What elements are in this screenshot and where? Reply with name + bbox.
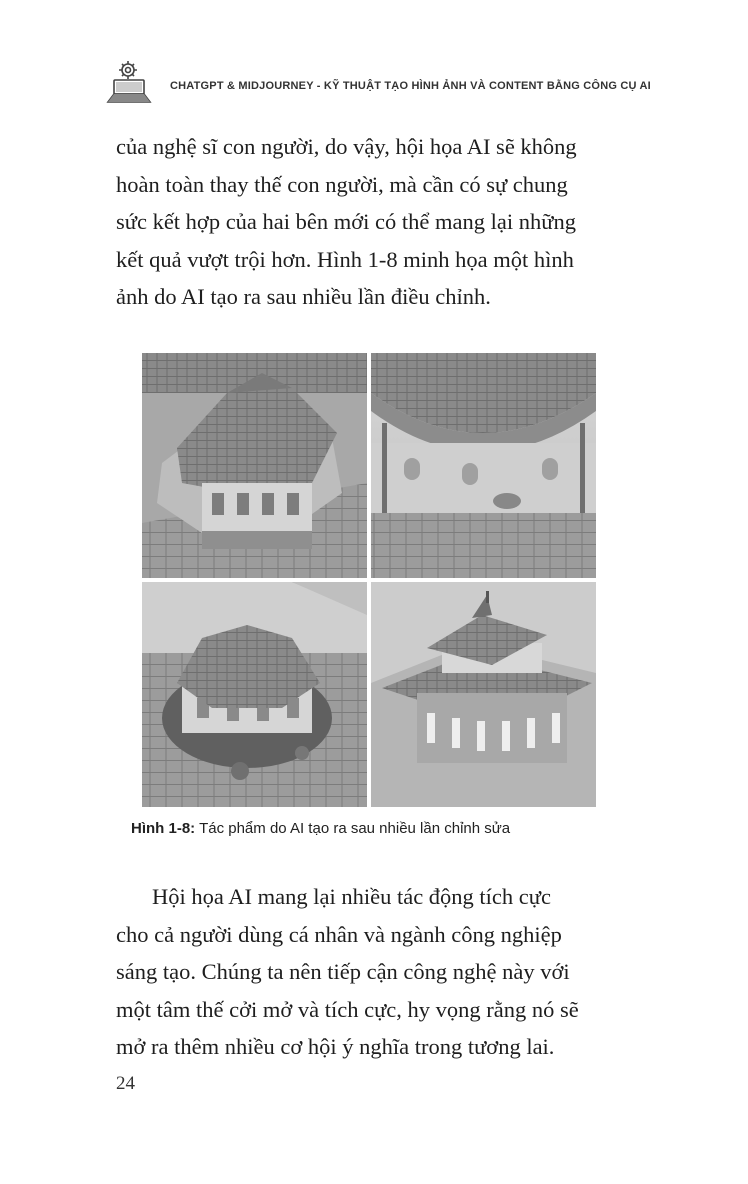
paragraph-1 [116, 128, 636, 316]
laptop-gear-logo-icon [104, 56, 164, 116]
figure-panel-3 [142, 582, 367, 807]
text-line: sáng tạo. Chúng ta nên tiếp cận công nghệ này với [116, 959, 570, 984]
paragraph-2 [116, 878, 636, 1066]
figure-panel-4 [371, 582, 596, 807]
figure-caption [131, 820, 631, 837]
figure-panel-2 [371, 353, 596, 578]
header-title: CHATGPT & MIDJOURNEY - KỸ THUẬT TẠO HÌNH ẢNH VÀ CONTENT BẰNG CÔNG CỤ AI [170, 80, 651, 92]
text-line: kết quả vượt trội hơn. Hình 1-8 minh họa một hình [116, 246, 574, 272]
figure-label: Hình 1-8: [131, 820, 196, 837]
text-line: mở ra thêm nhiều cơ hội ý nghĩa trong tương lai. [116, 1034, 555, 1059]
text-line: cho cả người dùng cá nhân và ngành công nghiệp [116, 921, 562, 947]
text-line: Hội họa AI mang lại nhiều tác động tích cực [152, 884, 551, 909]
figure-image-grid [142, 353, 596, 807]
figure-panel-1 [142, 353, 367, 578]
page-number: 24 [116, 1073, 135, 1094]
text-line: hoàn toàn thay thế con người, mà cần có sự chung [116, 171, 568, 197]
running-header [104, 56, 704, 116]
figure-caption-text: Tác phẩm do AI tạo ra sau nhiều lần chỉnh sửa [199, 820, 511, 837]
text-line: sức kết hợp của hai bên mới có thể mang lại những [116, 209, 576, 234]
text-line: một tâm thế cởi mở và tích cực, hy vọng rằng nó sẽ [116, 996, 579, 1022]
text-line: ảnh do AI tạo ra sau nhiều lần điều chỉnh. [116, 284, 491, 309]
text-line: của nghệ sĩ con người, do vậy, hội họa AI sẽ không [116, 134, 577, 159]
